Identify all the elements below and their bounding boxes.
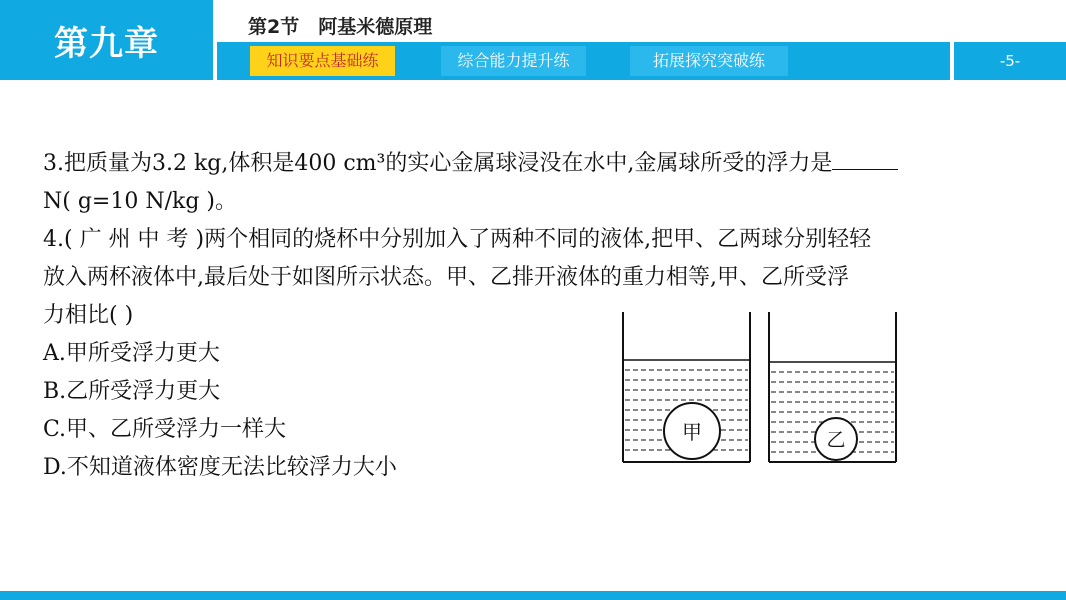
chapter-header (0, 0, 213, 80)
question-3-line-2: N( g=10 N/kg )。 (43, 189, 237, 214)
option-c: C.甲、乙所受浮力一样大 (43, 417, 287, 442)
tab-extension-practice[interactable]: 拓展探究突破练 (630, 46, 788, 76)
question-4-line-3: 力相比( ) (43, 303, 134, 328)
ball-jia-label: 甲 (682, 420, 702, 444)
option-a: A.甲所受浮力更大 (43, 341, 220, 366)
option-b: B.乙所受浮力更大 (43, 379, 221, 404)
tab-comprehensive-practice[interactable]: 综合能力提升练 (441, 46, 586, 76)
beaker-diagram (618, 312, 908, 467)
answer-blank (832, 149, 898, 170)
page-number-box (954, 42, 1066, 80)
tab-bar (217, 42, 950, 80)
question-3-text: 3.把质量为3.2 kg,体积是400 cm³的实心金属球浸没在水中,金属球所受的浮力是 (43, 151, 833, 176)
tab-basic-practice[interactable]: 知识要点基础练 (250, 46, 395, 76)
chapter-title: 第九章 (54, 23, 159, 64)
option-d: D.不知道液体密度无法比较浮力大小 (43, 455, 397, 480)
beaker-figure (618, 312, 908, 471)
question-4-line-1: 4.( 广 州 中 考 )两个相同的烧杯中分别加入了两种不同的液体,把甲、乙两球分别轻轻 (43, 227, 872, 252)
ball-yi-label: 乙 (826, 429, 846, 451)
question-3 (43, 145, 1023, 183)
page-number: -5- (999, 52, 1021, 70)
question-4-line-2: 放入两杯液体中,最后处于如图所示状态。甲、乙排开液体的重力相等,甲、乙所受浮 (43, 265, 849, 290)
section-title: 第2节 阿基米德原理 (248, 16, 433, 38)
bottom-bar (0, 591, 1066, 600)
